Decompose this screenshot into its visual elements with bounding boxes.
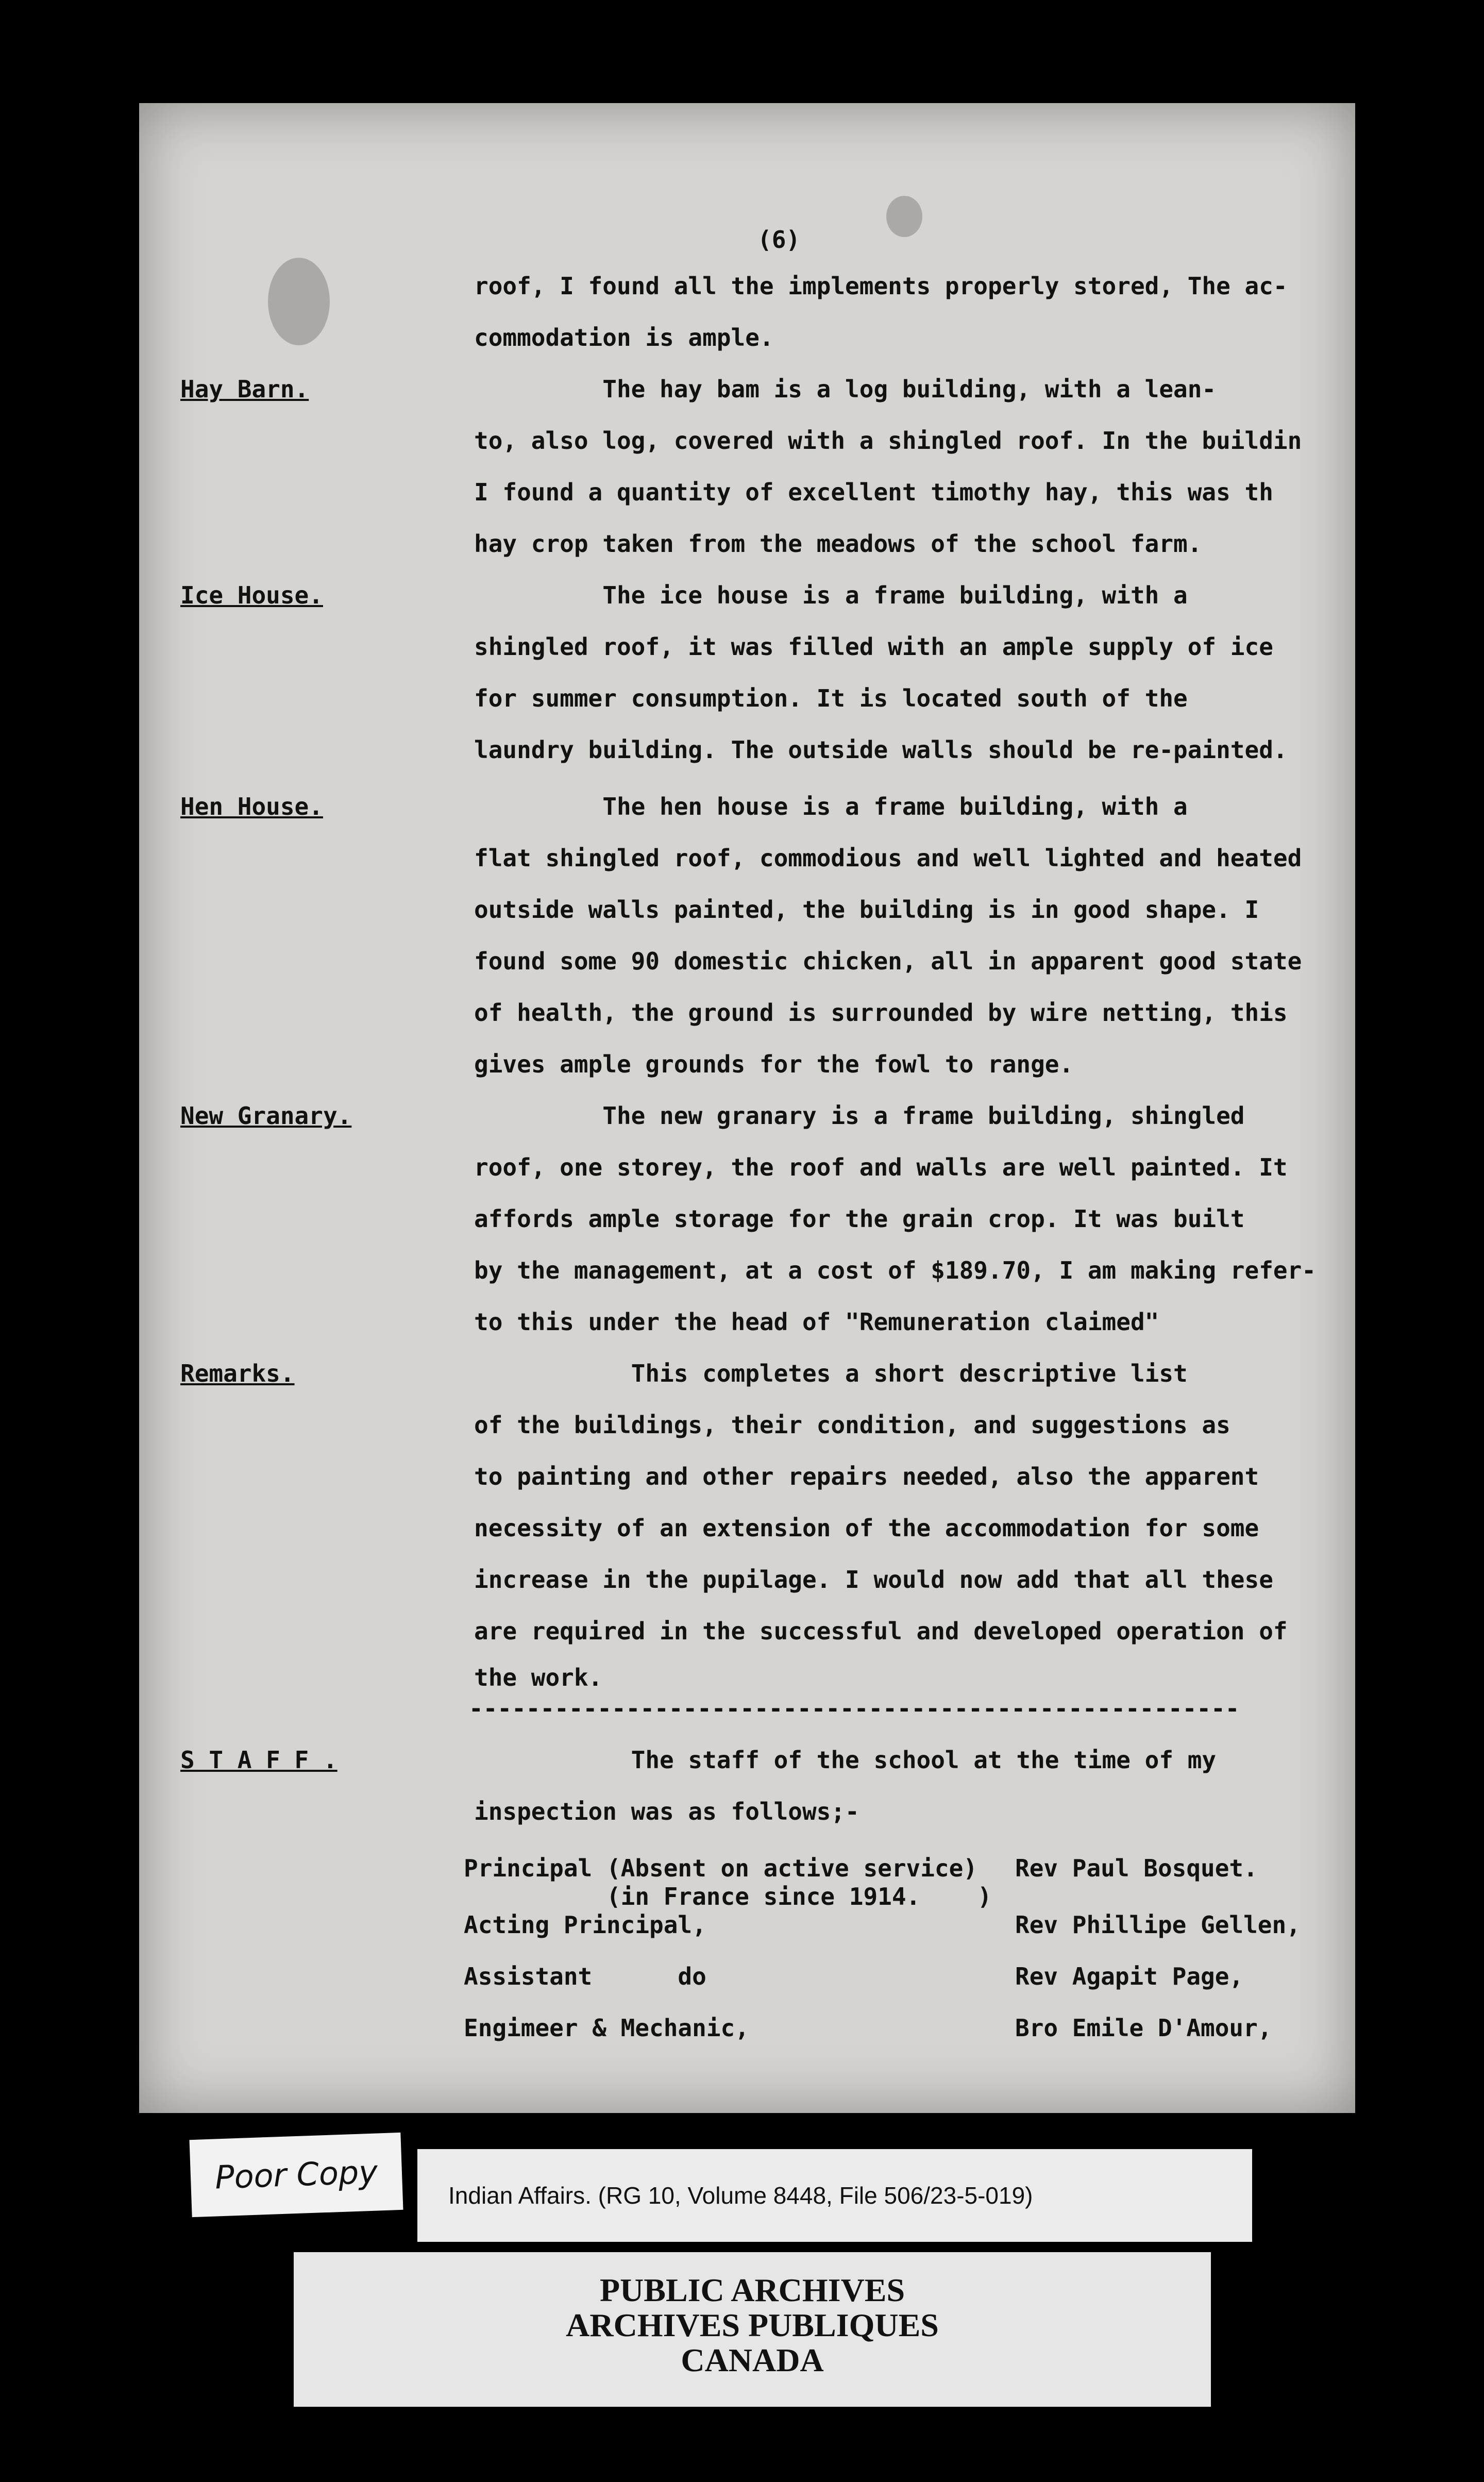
heading-remarks: Remarks. — [180, 1360, 295, 1387]
body-line: to this under the head of "Remuneration claimed" — [474, 1308, 1159, 1336]
body-line: laundry building. The outside walls should be re-painted. — [474, 736, 1288, 764]
reference-label: Indian Affairs. (RG 10, Volume 8448, File 506/23-5-019) — [417, 2149, 1252, 2242]
divider-line: ------------------------------------------------------ — [469, 1695, 1240, 1722]
document-page — [139, 103, 1355, 2113]
archive-line: ARCHIVES PUBLIQUES — [566, 2307, 939, 2343]
staff-role: Assistant do — [464, 1963, 706, 1990]
body-line: outside walls painted, the building is in good shape. I — [474, 896, 1259, 924]
archive-line: PUBLIC ARCHIVES — [599, 2272, 905, 2308]
body-line: of health, the ground is surrounded by wire netting, this — [474, 999, 1288, 1027]
heading-ice-house: Ice House. — [180, 581, 323, 609]
body-line: increase in the pupilage. I would now add that all these — [474, 1566, 1273, 1594]
heading-staff: S T A F F . — [180, 1746, 338, 1774]
staff-role: Engimeer & Mechanic, — [464, 2014, 749, 2042]
staff-name: Rev Agapit Page, — [1015, 1963, 1244, 1990]
staff-intro: The staff of the school at the time of my — [474, 1746, 1217, 1774]
staff-role: Acting Principal, — [464, 1911, 706, 1939]
page-number: (6) — [757, 226, 801, 254]
staff-role: Principal (Absent on active service) — [464, 1854, 977, 1882]
body-line: flat shingled roof, commodious and well lighted and heated — [474, 844, 1302, 872]
ink-stain — [268, 258, 330, 345]
body-line: The new granary is a frame building, shingled — [474, 1102, 1245, 1130]
body-line: of the buildings, their condition, and suggestions as — [474, 1411, 1230, 1439]
ink-stain — [886, 196, 922, 237]
body-line: This completes a short descriptive list — [474, 1360, 1188, 1387]
body-line: to, also log, covered with a shingled roof. In the buildin — [474, 427, 1302, 455]
body-line: for summer consumption. It is located south of the — [474, 684, 1188, 712]
heading-new-granary: New Granary. — [180, 1102, 352, 1130]
body-line: commodation is ample. — [474, 324, 774, 351]
staff-role-note: (in France since 1914. ) — [464, 1883, 992, 1910]
heading-hen-house: Hen House. — [180, 793, 323, 820]
body-line: shingled roof, it was filled with an ample supply of ice — [474, 633, 1273, 661]
body-line: are required in the successful and developed operation of — [474, 1617, 1288, 1645]
poor-copy-label: Poor Copy — [190, 2133, 403, 2217]
body-line: found some 90 domestic chicken, all in apparent good state — [474, 947, 1302, 975]
staff-name: Rev Phillipe Gellen, — [1015, 1911, 1301, 1939]
body-line: The hay bam is a log building, with a lean- — [474, 375, 1217, 403]
body-line: necessity of an extension of the accommodation for some — [474, 1514, 1259, 1542]
staff-name: Rev Paul Bosquet. — [1015, 1854, 1258, 1882]
body-line: roof, one storey, the roof and walls are well painted. It — [474, 1153, 1288, 1181]
body-line: hay crop taken from the meadows of the school farm. — [474, 530, 1202, 558]
archive-stamp — [294, 2252, 1211, 2407]
body-line: roof, I found all the implements properly stored, The ac- — [474, 272, 1288, 300]
body-line: I found a quantity of excellent timothy hay, this was th — [474, 478, 1273, 506]
body-line: by the management, at a cost of $189.70, I am making refer- — [474, 1256, 1316, 1284]
body-line: the work. — [474, 1664, 603, 1691]
body-line: affords ample storage for the grain crop. It was built — [474, 1205, 1245, 1233]
staff-intro: inspection was as follows;- — [474, 1798, 859, 1825]
heading-hay-barn: Hay Barn. — [180, 375, 309, 403]
body-line: The ice house is a frame building, with a — [474, 581, 1188, 609]
body-line: The hen house is a frame building, with a — [474, 793, 1188, 820]
body-line: to painting and other repairs needed, also the apparent — [474, 1463, 1259, 1490]
staff-name: Bro Emile D'Amour, — [1015, 2014, 1272, 2042]
archive-line: CANADA — [681, 2342, 824, 2378]
body-line: gives ample grounds for the fowl to range. — [474, 1050, 1074, 1078]
